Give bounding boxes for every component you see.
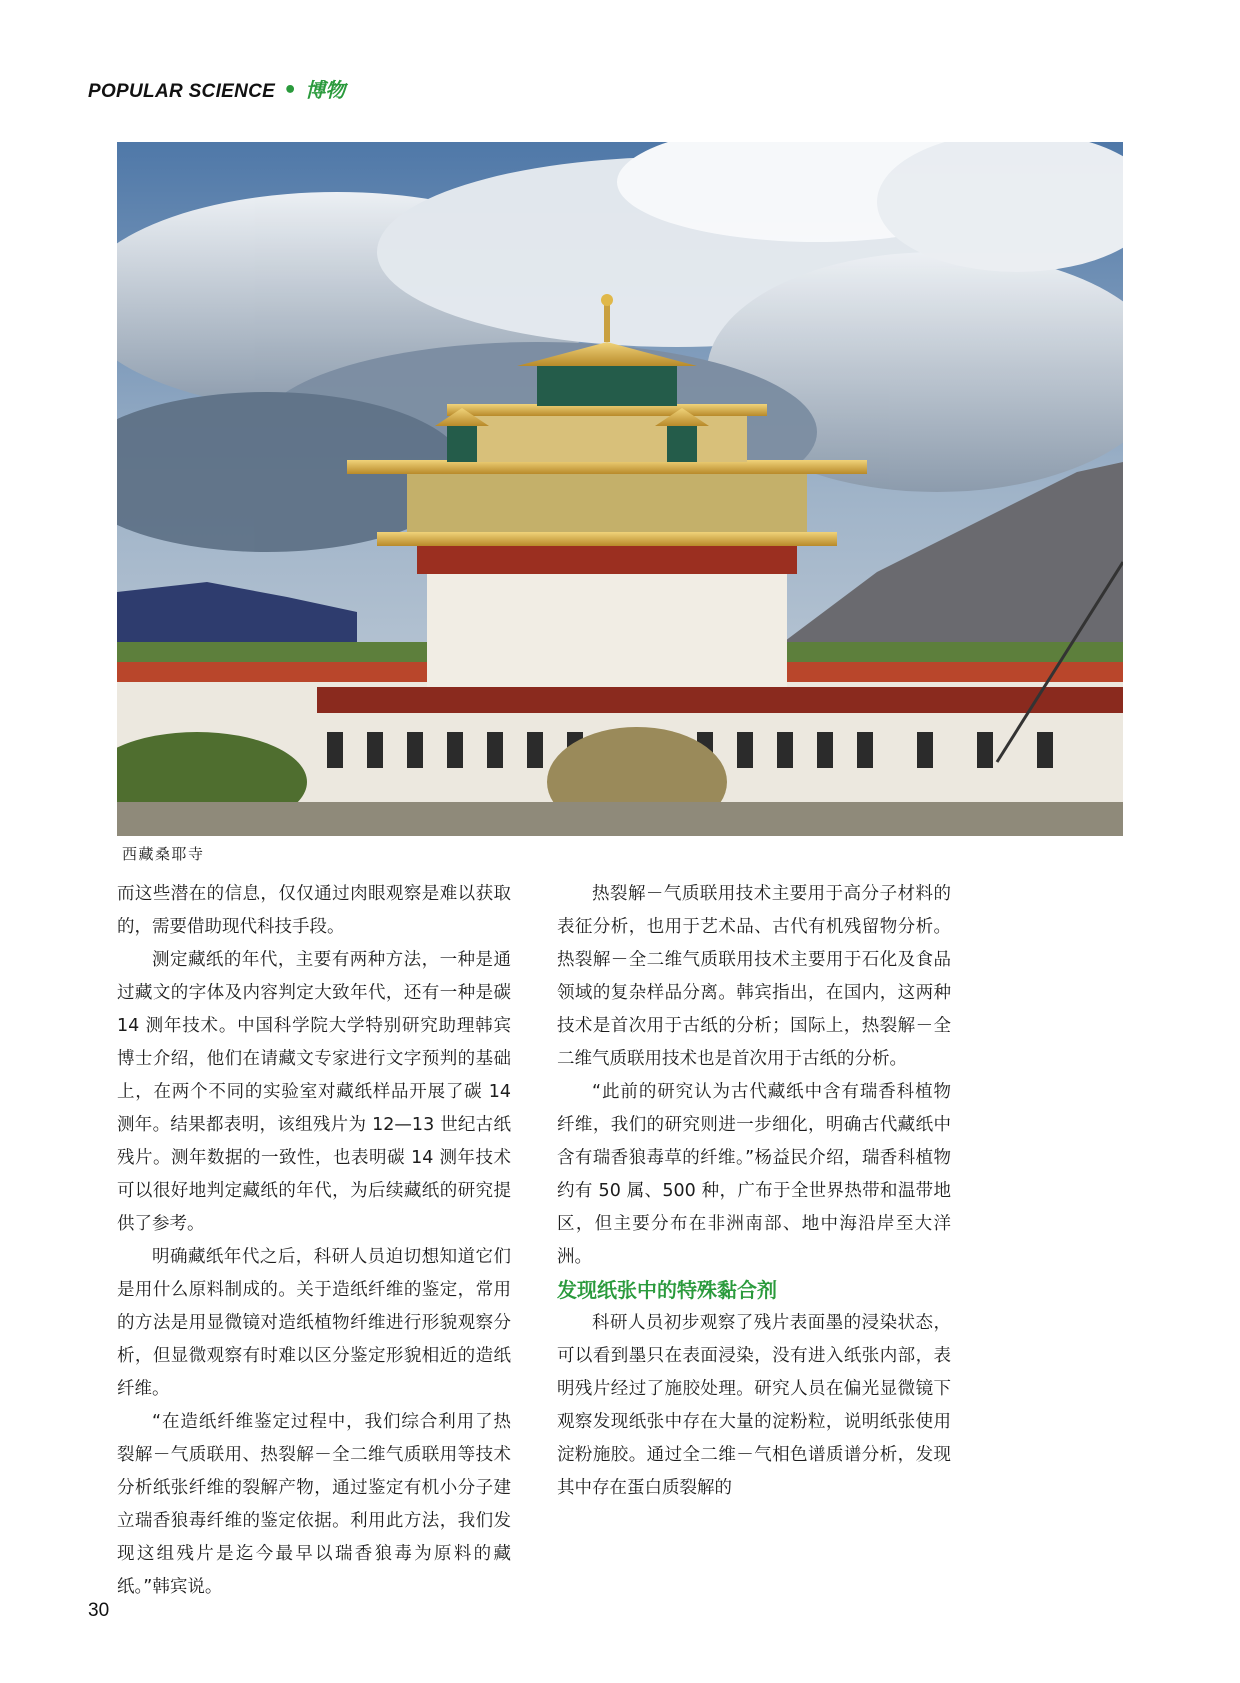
section-name: 博物 xyxy=(305,78,346,102)
temple-base xyxy=(427,572,787,687)
temple-red-band xyxy=(417,542,797,574)
ground xyxy=(117,802,1123,836)
paragraph: 热裂解－气质联用技术主要用于高分子材料的表征分析，也用于艺术品、古代有机残留物分析。热裂解－全二维气质联用技术主要用于石化及食品领域的复杂样品分离。韩宾指出，在国内，这两种技术是首次用于古纸的分析；国际上，热裂解－全二维气质联用技术也是首次用于古纸的分析。 xyxy=(557,884,951,1069)
paragraph: 科研人员初步观察了残片表面墨的浸染状态，可以看到墨只在表面浸染，没有进入纸张内部，表明残片经过了施胶处理。研究人员在偏光显微镜下观察发现纸张中存在大量的淀粉粒，说明纸张使用淀粉施胶。通过全二维－气相色谱质谱分析，发现其中存在蛋白质裂解的 xyxy=(557,1313,951,1498)
right-column xyxy=(557,878,951,1505)
temple-top-wall xyxy=(537,362,677,406)
header-separator: • xyxy=(283,78,298,103)
paragraph: “在造纸纤维鉴定过程中，我们综合利用了热裂解－气质联用、热裂解－全二维气质联用等技术分析纸张纤维的裂解产物，通过鉴定有机小分子建立瑞香狼毒纤维的鉴定依据。利用此方法，我们发现这组残片是迄今最早以瑞香狼毒为原料的藏纸。”韩宾说。 xyxy=(117,1412,511,1597)
temple-lower-roof xyxy=(377,532,837,546)
temple-upper-wall xyxy=(467,412,747,462)
magazine-brand: POPULAR SCIENCE xyxy=(88,81,276,102)
wall-band xyxy=(317,687,1123,713)
temple-illustration xyxy=(117,142,1123,836)
running-header xyxy=(88,74,345,102)
paragraph: 而这些潜在的信息，仅仅通过肉眼观察是难以获取的，需要借助现代科技手段。 xyxy=(117,884,511,937)
left-column xyxy=(117,878,511,1604)
figure-caption: 西藏桑耶寺 xyxy=(122,845,205,863)
page-number: 30 xyxy=(88,1600,110,1621)
temple-mid-wall xyxy=(407,472,807,532)
paragraph: 测定藏纸的年代，主要有两种方法，一种是通过藏文的字体及内容判定大致年代，还有一种是碳 14 测年技术。中国科学院大学特别研究助理韩宾博士介绍，他们在请藏文专家进行文字预判的基础上，在两个不同的实验室对藏纸样品开展了碳 14 测年。结果都表明，该组残片为 12—13 世纪古纸残片。测年数据的一致性，也表明碳 14 测年技术可以很好地判定藏纸的年代，为后续藏纸的研究提供了参考。 xyxy=(117,950,511,1234)
paragraph: “此前的研究认为古代藏纸中含有瑞香科植物纤维，我们的研究则进一步细化，明确古代藏纸中含有瑞香狼毒草的纤维。”杨益民介绍，瑞香科植物约有 50 属、500 种，广布于全世界热带和温带地区，但主要分布在非洲南部、地中海沿岸至大洋洲。 xyxy=(557,1082,951,1267)
section-subheading: 发现纸张中的特殊黏合剂 xyxy=(557,1278,777,1302)
right-tower xyxy=(667,422,697,462)
paragraph: 明确藏纸年代之后，科研人员迫切想知道它们是用什么原料制成的。关于造纸纤维的鉴定，常用的方法是用显微镜对造纸植物纤维进行形貌观察分析，但显微观察有时难以区分鉴定形貌相近的造纸纤维。 xyxy=(117,1247,511,1399)
temple-mid-roof xyxy=(347,460,867,474)
temple-photo xyxy=(117,142,1123,836)
left-tower xyxy=(447,422,477,462)
